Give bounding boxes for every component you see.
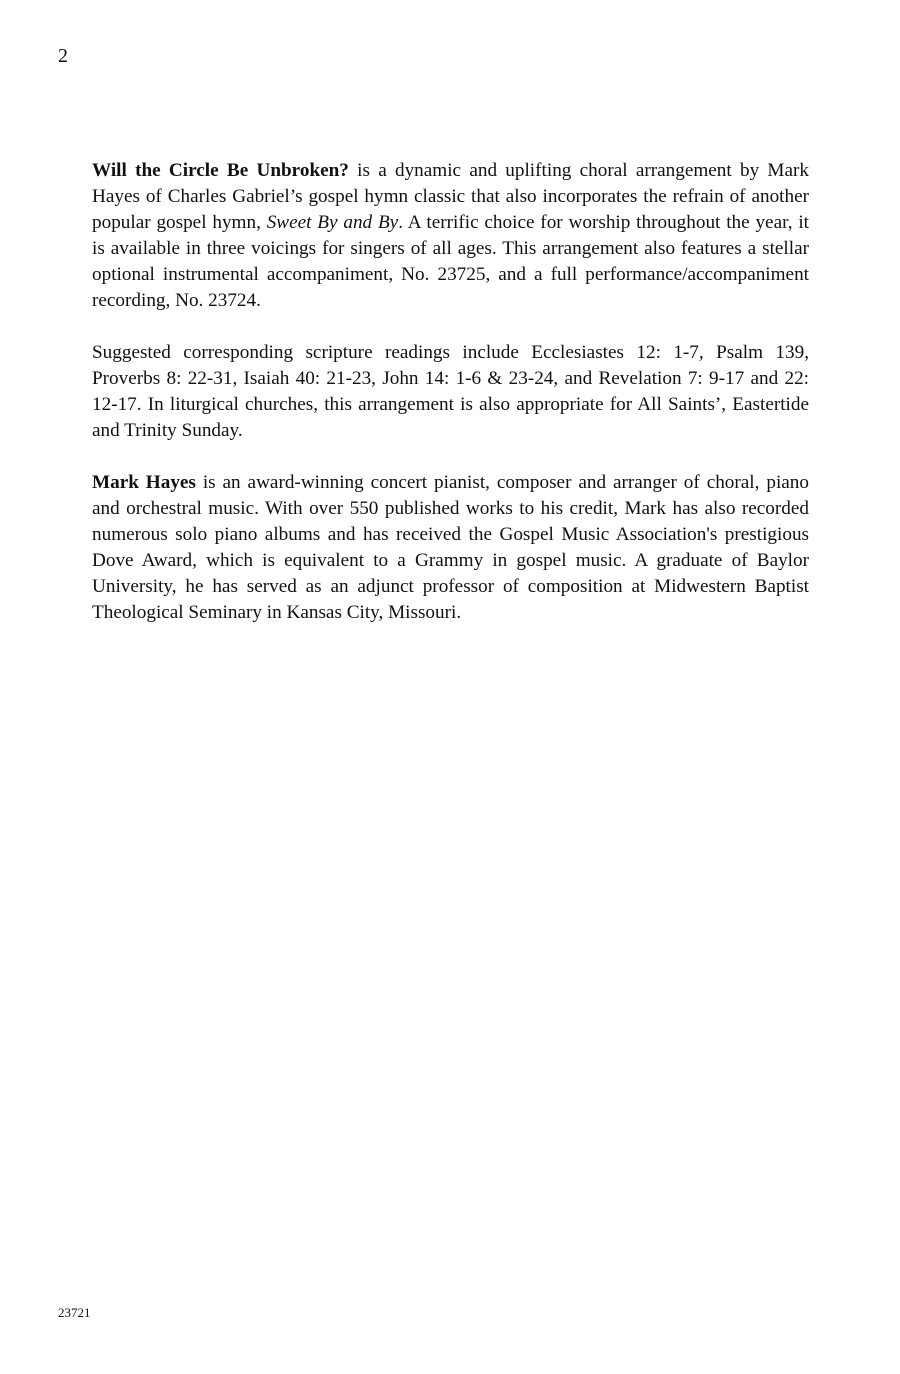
catalog-number: 23721: [58, 1305, 91, 1320]
bio-name: Mark Hayes: [92, 472, 196, 493]
page-content: [92, 158, 809, 652]
hymn-title: Sweet By and By: [266, 212, 399, 233]
intro-text-continued: . A terrific choice for worship throughout the year, it is available in three voicings for singers of all ages. This arrangement also features a stellar optional instrumental accompaniment, No. 23725, and a full performance/accompaniment recording, No. 23724.: [92, 212, 809, 311]
page-number: 2: [58, 45, 68, 67]
bio-paragraph: [92, 470, 809, 626]
intro-paragraph: [92, 158, 809, 314]
scripture-paragraph: Suggested corresponding scripture readings include Ecclesiastes 12: 1-7, Psalm 139, Proverbs 8: 22-31, Isaiah 40: 21-23, John 14: 1-6 & 23-24, and Revelation 7: 9-17 and 22: 12-17. In liturgical churches, this arrangement is also appropriate for All Saints’, Eastertide and Trinity Sunday.: [92, 342, 809, 441]
bio-text: is an award-winning concert pianist, composer and arranger of choral, piano and orchestral music. With over 550 published works to his credit, Mark has also recorded numerous solo piano albums and has received the Gospel Music Association's prestigious Dove Award, which is equivalent to a Grammy in gospel music. A graduate of Baylor University, he has served as an adjunct professor of composition at Midwestern Baptist Theological Seminary in Kansas City, Missouri.: [92, 472, 809, 623]
song-title: Will the Circle Be Unbroken?: [92, 160, 349, 181]
intro-text: is a dynamic and uplifting choral arrangement by Mark Hayes of Charles Gabriel’s gospel hymn classic that also incorporates the refrain of another popular gospel hymn,: [92, 160, 809, 233]
